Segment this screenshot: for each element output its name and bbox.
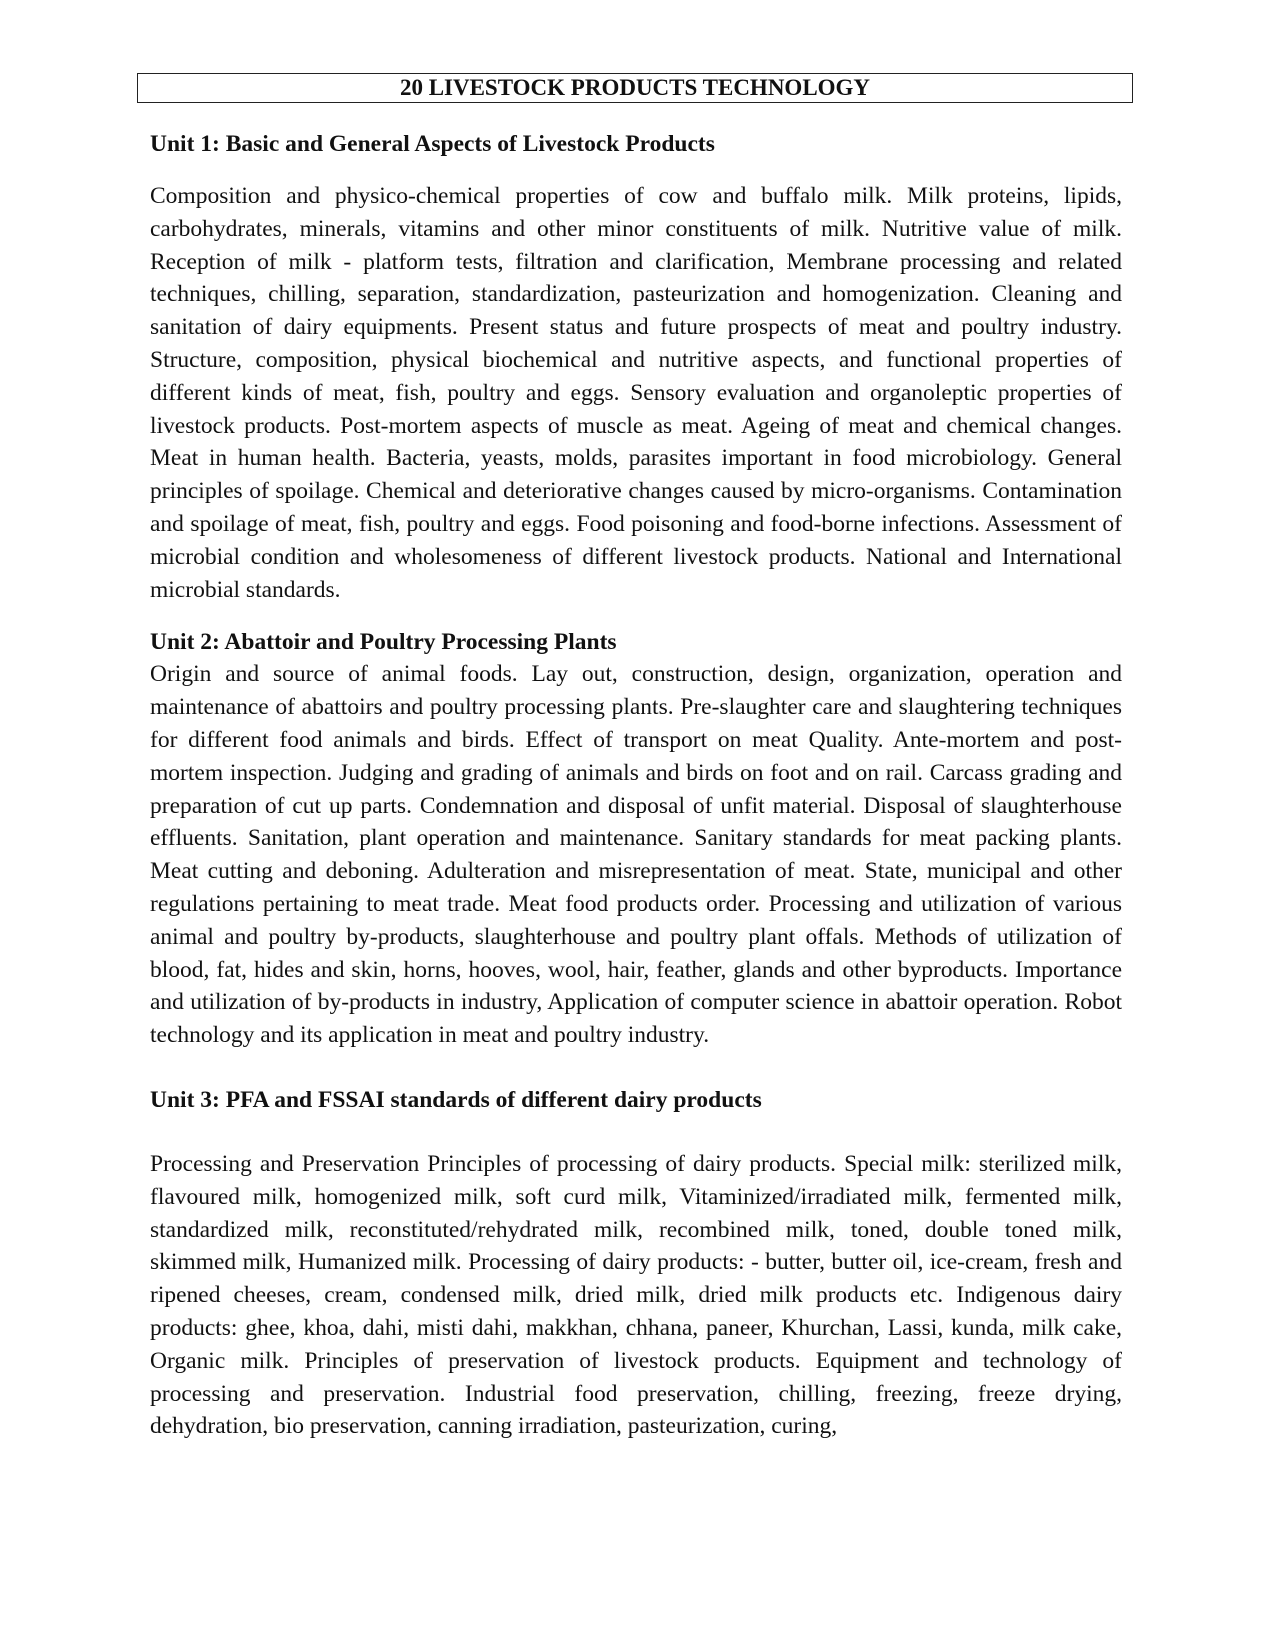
unit-2-section — [150, 626, 1122, 1052]
unit-2-text: Origin and source of animal foods. Lay out, construction, design, organization, operation and maintenance of abattoirs and poultry processing plants. Pre-slaughter care and slaughtering techniques for different food animals and birds. Effect of transport on meat Quality. Ante-mortem and post-mortem inspection. Judging and grading of animals and birds on foot and on rail. Carcass grading and preparation of cut up parts. Condemnation and disposal of unfit material. Disposal of slaughterhouse effluents. Sanitation, plant operation and maintenance. Sanitary standards for meat packing plants. Meat cutting and deboning. Adulteration and misrepresentation of meat. State, municipal and other regulations pertaining to meat trade. Meat food products order. Processing and utilization of various animal and poultry by-products, slaughterhouse and poultry plant offals. Methods of utilization of blood, fat, hides and skin, horns, hooves, wool, hair, feather, glands and other byproducts. Importance and utilization of by-products in industry, Application of computer science in abattoir operation. Robot technology and its application in meat and poultry industry. — [150, 661, 1122, 1049]
unit-2-heading: Unit 2: Abattoir and Poultry Processing Plants — [150, 629, 617, 656]
unit-1-section — [150, 128, 1122, 606]
page-title: 20 LIVESTOCK PRODUCTS TECHNOLOGY — [137, 73, 1133, 103]
unit-1-heading: Unit 1: Basic and General Aspects of Livestock Products — [150, 131, 715, 157]
document-body — [150, 128, 1122, 1443]
unit-3-text: Processing and Preservation Principles of processing of dairy products. Special milk: sterilized milk, flavoured milk, homogenized milk, soft curd milk, Vitaminized/irradiated milk, fermented milk, standardized milk, reconstituted/rehydrated milk, recombined milk, toned, double toned milk, skimmed milk, Humanized milk. Processing of dairy products: - butter, butter oil, ice-cream, fresh and ripened cheeses, cream, condensed milk, dried milk, dried milk products etc. Indigenous dairy products: ghee, khoa, dahi, misti dahi, makkhan, chhana, paneer, Khurchan, Lassi, kunda, milk cake, Organic milk. Principles of preservation of livestock products. Equipment and technology of processing and preservation. Industrial food preservation, chilling, freezing, freeze drying, dehydration, bio preservation, canning irradiation, pasteurization, curing, — [150, 1150, 1122, 1440]
unit-1-text: Composition and physico-chemical properties of cow and buffalo milk. Milk proteins, lipids, carbohydrates, minerals, vitamins and other minor constituents of milk. Nutritive value of milk. Reception of milk - platform tests, filtration and clarification, Membrane processing and related techniques, chilling, separation, standardization, pasteurization and homogenization. Cleaning and sanitation of dairy equipments. Present status and future prospects of meat and poultry industry. Structure, composition, physical biochemical and nutritive aspects, and functional properties of different kinds of meat, fish, poultry and eggs. Sensory evaluation and organoleptic properties of livestock products. Post-mortem aspects of muscle as meat. Ageing of meat and chemical changes. Meat in human health. Bacteria, yeasts, molds, parasites important in food microbiology. General principles of spoilage. Chemical and deteriorative changes caused by micro-organisms. Contamination and spoilage of meat, fish, poultry and eggs. Food poisoning and food-borne infections. Assessment of microbial condition and wholesomeness of different livestock products. National and International microbial standards. — [150, 183, 1122, 603]
unit-3-section — [150, 1084, 1122, 1443]
unit-3-heading: Unit 3: PFA and FSSAI standards of different dairy products — [150, 1086, 762, 1113]
